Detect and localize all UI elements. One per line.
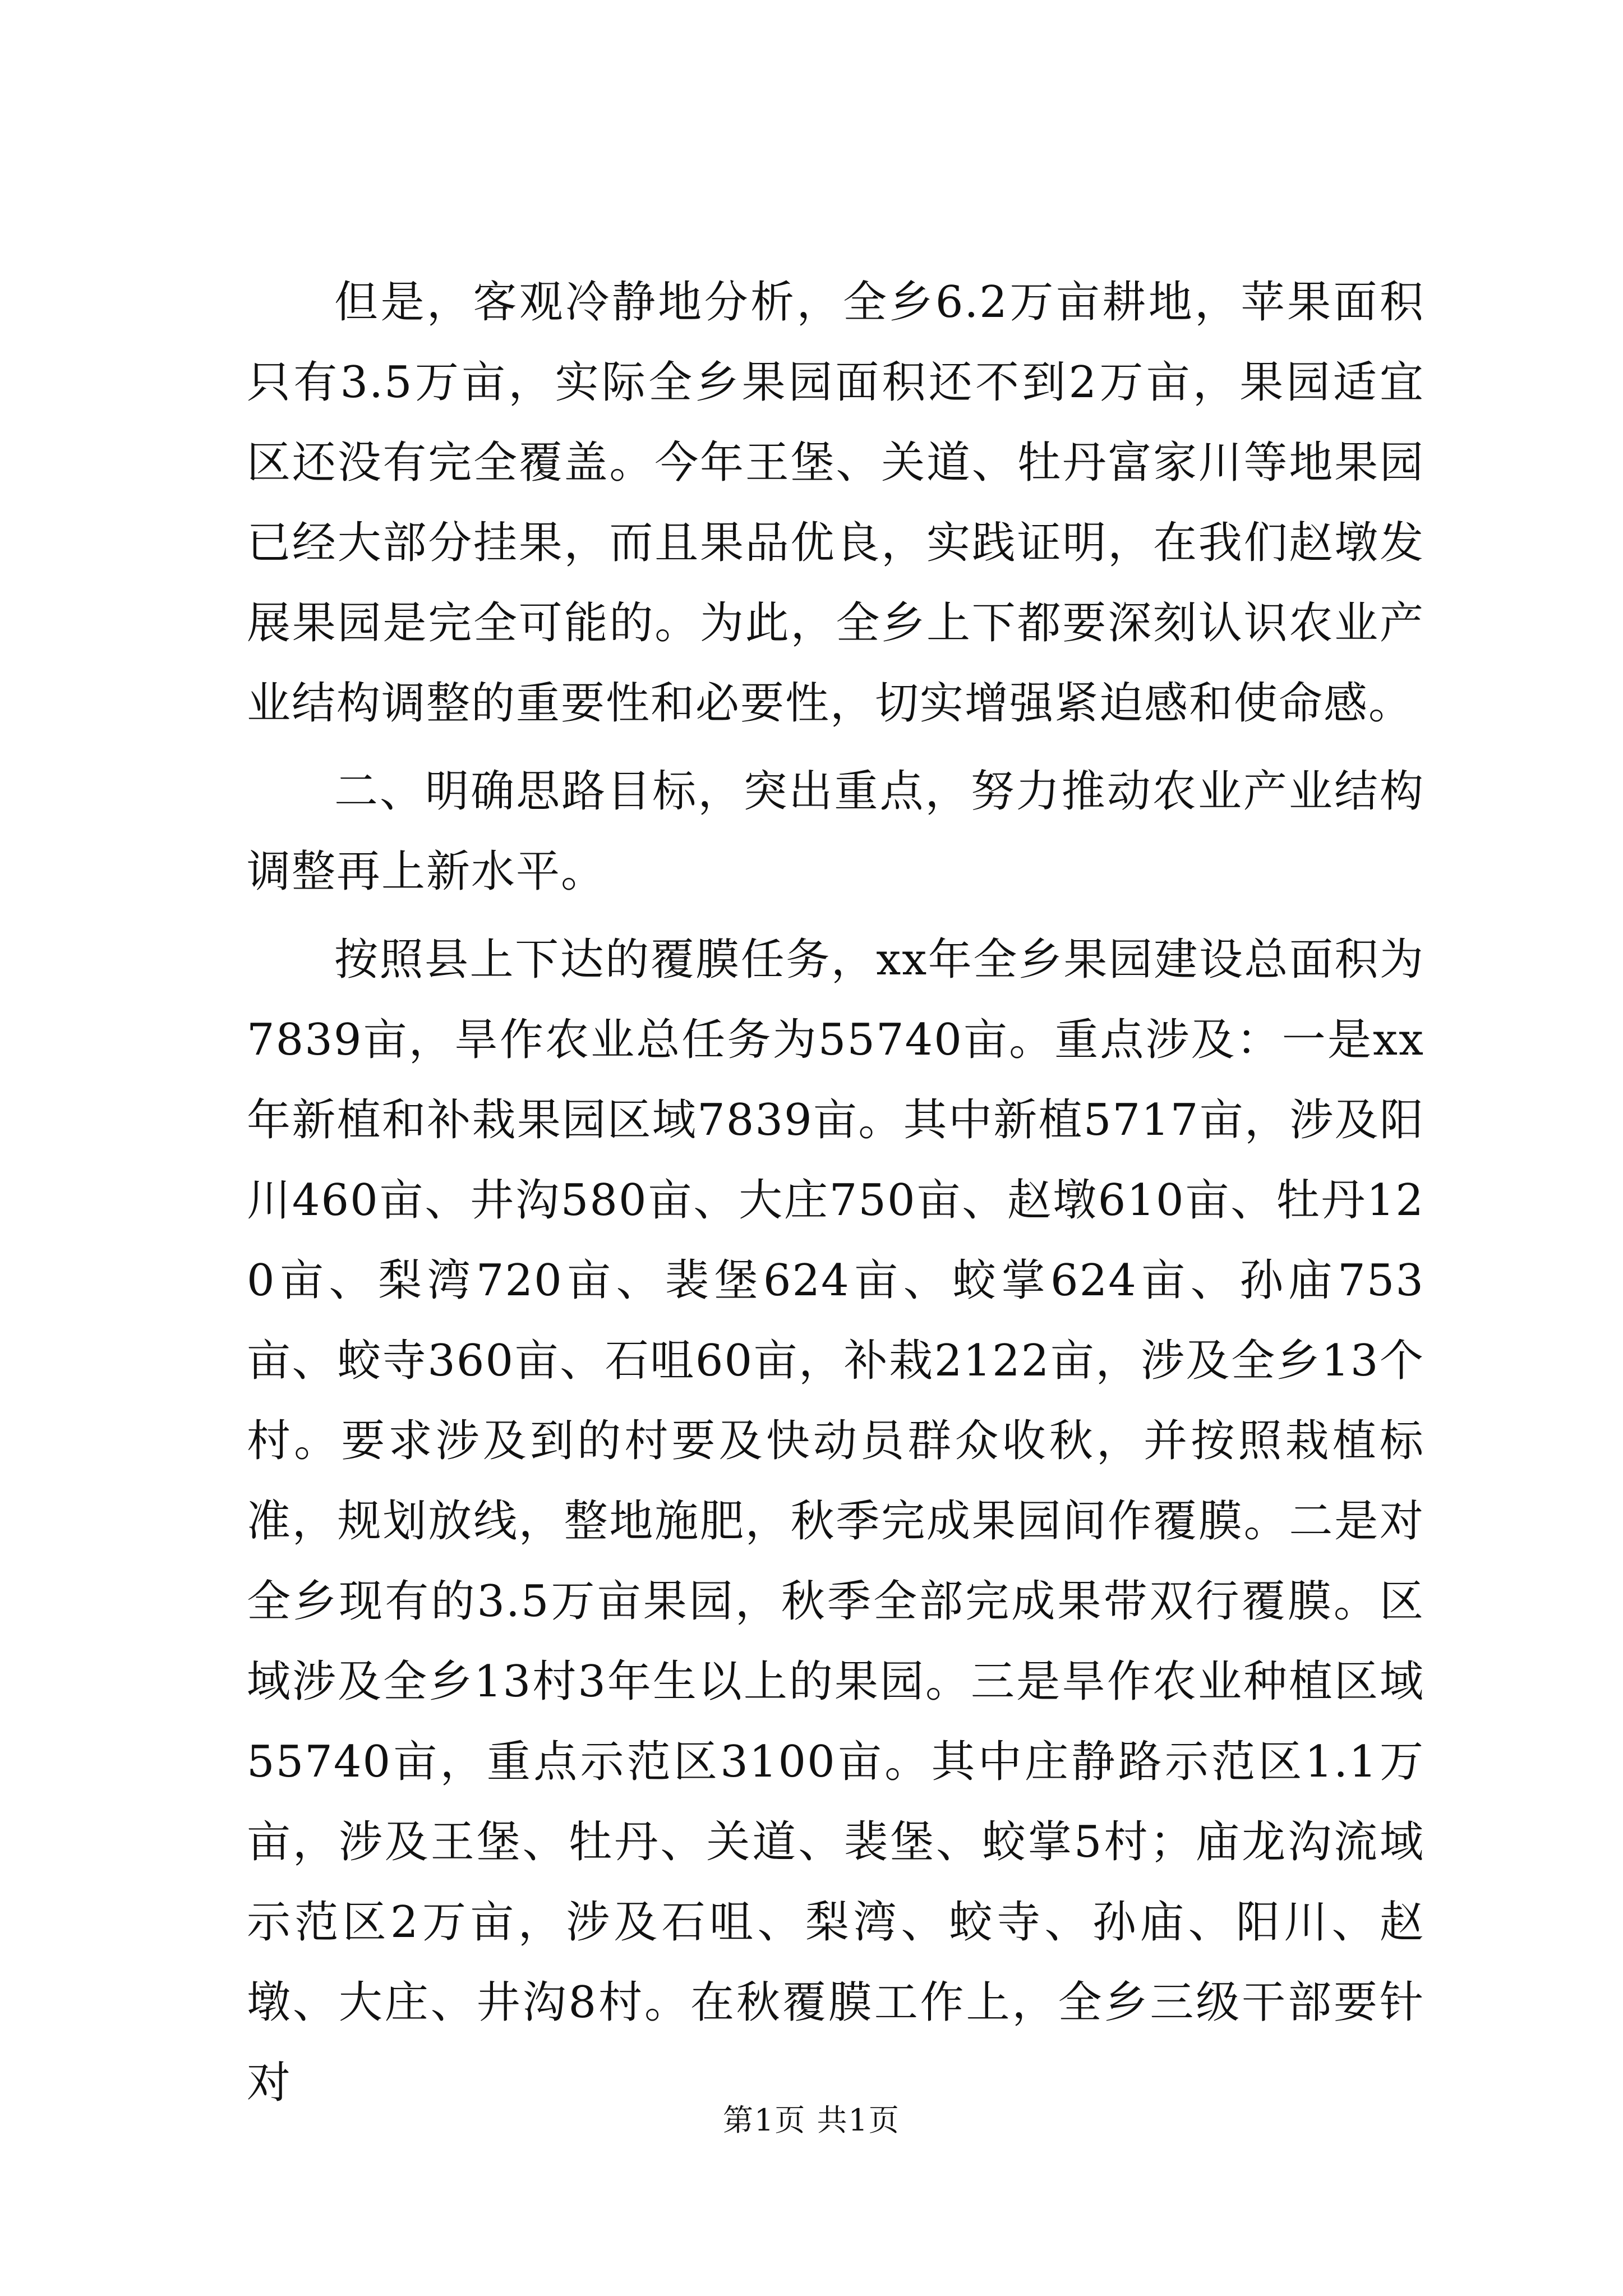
page-footer: 第1页 共1页: [723, 2102, 900, 2138]
section-heading-two: 二、明确思路目标，突出重点，努力推动农业产业结构调整再上新水平。: [247, 766, 1424, 897]
paragraph-analysis: 但是，客观冷静地分析，全乡6.2万亩耕地，苹果面积只有3.5万亩，实际全乡果园面积还不到2万亩，果园适宜区还没有完全覆盖。今年王堡、关道、牡丹富家川等地果园已经大部分挂果，而且果品优良，实践证明，在我们赵墩发展果园是完全可能的。为此，全乡上下都要深刻认识农业产业结构调整的重要性和必要性，切实增强紧迫感和使命感。: [247, 277, 1424, 729]
paragraph-tasks: 按照县上下达的覆膜任务，xx年全乡果园建设总面积为7839亩，旱作农业总任务为55740亩。重点涉及：一是xx年新植和补栽果园区域7839亩。其中新植5717亩，涉及阳川460亩、井沟580亩、大庄750亩、赵墩610亩、牡丹120亩、梨湾720亩、裴堡624亩、蛟掌624亩、孙庙753亩、蛟寺360亩、石咀60亩，补栽2122亩，涉及全乡13个村。要求涉及到的村要及快动员群众收秋，并按照栽植标准，规划放线，整地施肥，秋季完成果园间作覆膜。二是对全乡现有的3.5万亩果园，秋季全部完成果带双行覆膜。区域涉及全乡13村3年生以上的果园。三是旱作农业种植区域55740亩，重点示范区3100亩。其中庄静路示范区1.1万亩，涉及王堡、牡丹、关道、裴堡、蛟掌5村；庙龙沟流域示范区2万亩，涉及石咀、梨湾、蛟寺、孙庙、阳川、赵墩、大庄、井沟8村。在秋覆膜工作上，全乡三级干部要针对: [247, 935, 1424, 2108]
document-body: [247, 263, 1424, 2123]
